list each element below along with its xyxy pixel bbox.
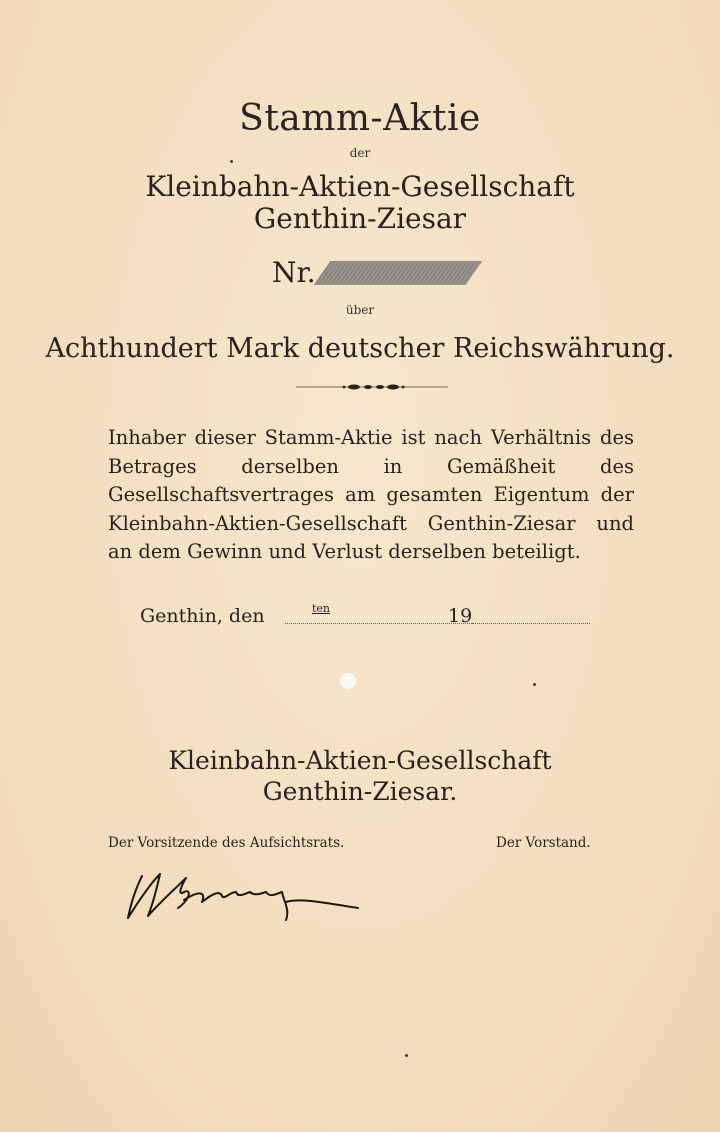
nr-label: Nr. [272, 256, 316, 289]
ueber-label: über [345, 303, 375, 317]
punch-hole-icon [340, 673, 356, 689]
signature-company-line1: Kleinbahn-Aktien-Gesellschaft [168, 746, 552, 775]
signature-company-line2: Genthin-Ziesar. [262, 777, 458, 806]
role-board: Der Vorstand. [496, 835, 591, 851]
ornament-divider-icon [296, 380, 448, 394]
year-dotted-line [472, 623, 502, 624]
handwritten-signature-icon [120, 862, 370, 932]
paper-fleck [405, 1054, 408, 1057]
paper-fleck [230, 160, 233, 163]
share-number-row [272, 256, 492, 292]
amount-text: Achthundert Mark deutscher Reichswährung. [45, 333, 675, 364]
year-prefix: 19 [448, 605, 473, 627]
role-chairman: Der Vorsitzende des Aufsichtsrats. [108, 835, 345, 851]
date-dotted-line [285, 623, 590, 624]
company-name-line2: Genthin-Ziesar [253, 202, 467, 235]
der-label: der [349, 146, 371, 160]
share-number-field [314, 261, 483, 285]
company-name-line1: Kleinbahn-Aktien-Gesellschaft [145, 170, 575, 203]
date-line [140, 602, 520, 631]
date-suffix: ten [312, 602, 331, 615]
paper-fleck [533, 683, 536, 686]
date-place-label: Genthin, den [140, 605, 265, 627]
body-text: Inhaber dieser Stamm-Aktie ist nach Verhältnis des Betrages derselben in Gemäßheit des Gesellschaftsvertrages am gesamten Eigentum der Kleinbahn-Aktien-Gesellschaft Genthin-Ziesar und an dem Gewinn und Verlust derselben beteiligt. [108, 426, 634, 563]
certificate-title: Stamm-Aktie [239, 98, 481, 139]
